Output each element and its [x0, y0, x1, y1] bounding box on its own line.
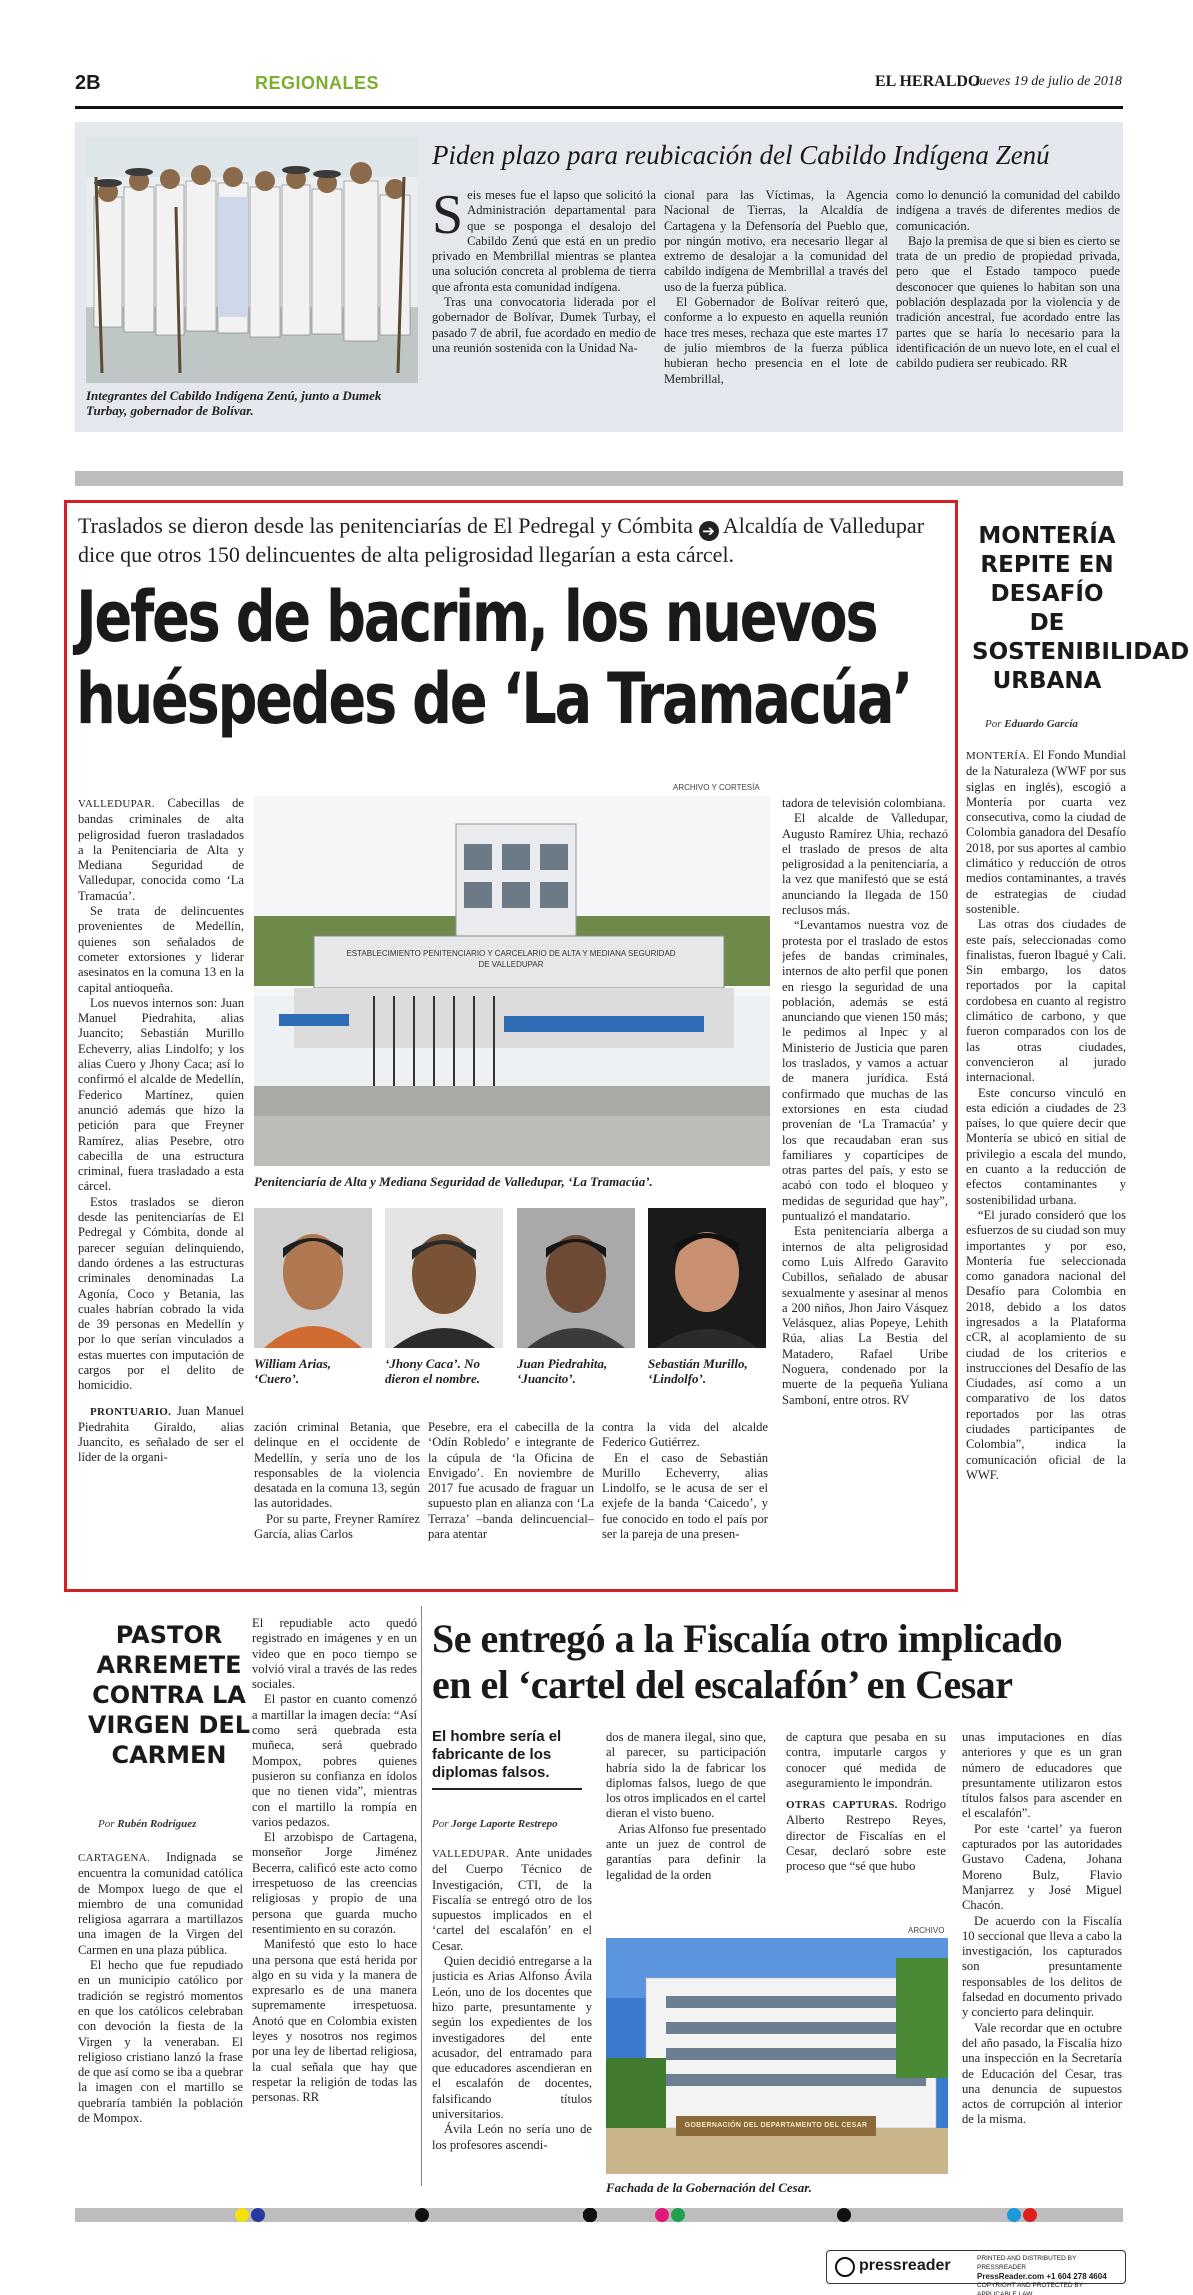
side-story-headline: MONTERÍA REPITE EN DESAFÍO DE SOSTENIBILIDAD URBANA: [972, 523, 1190, 694]
mugshot-juancito: [517, 1208, 635, 1348]
paragraph: Por su parte, Freyner Ramírez García, alias Carlos: [254, 1511, 420, 1542]
subhead: OTRAS CAPTURAS.: [786, 1799, 898, 1812]
registration-marks: [75, 2208, 1123, 2222]
fiscalia-col-4: [962, 1730, 1122, 2190]
paragraph: El alcalde de Valledupar, Augusto Ramírez Uhia, rechazó el traslado de presos de alta peligrosidad a la penitenciaría, a la vez que manifestó que se está anunciando la llegada de 150 reclusos más.: [782, 811, 948, 918]
footer-line-2: PressReader.com +1 604 278 4604: [977, 2272, 1107, 2281]
paragraph: El Fondo Mundial de la Naturaleza (WWF por sus siglas en inglés), escogió a Montería por cuarta vez consecutiva, como la ciudad de Colombia ganadora del Desafío 2018, por sus aportes al cambio climático y reducción de otros medios contaminantes, a través de estrategias de ciudad sostenible.: [966, 748, 1126, 916]
paragraph: Juan Manuel Piedrahita Giraldo, alias Juancito, es señalado de ser el líder de la organi-: [78, 1403, 244, 1465]
mugshot-caption-lindolfo: Sebastián Murillo, ‘Lindolfo’.: [648, 1356, 748, 1386]
drop-cap: S: [432, 188, 464, 246]
main-story-col-1: [78, 796, 244, 1582]
paragraph: Vale recordar que en octubre del año pasado, la Fiscalía hizo una inspección en la Secretaría de Educación del Cesar, tras una denuncia de supuestos actos de corrupción al interior de la misma.: [962, 2020, 1122, 2127]
byline-author: Rubén Rodríguez: [117, 1818, 197, 1830]
paragraph: El arzobispo de Cartagena, monseñor Jorge Jiménez Becerra, calificó este acto como irrespetuoso de las creencias religiosas y propio de una persona que guarda mucho resentimiento en su corazón.: [252, 1830, 417, 1936]
header-rule: [75, 106, 1123, 109]
headline-line-2: en el ‘cartel del escalafón’ en Cesar: [432, 1662, 1013, 1707]
pastor-headline: PASTOR ARREMETE CONTRA LA VIRGEN DEL CARMEN: [87, 1621, 251, 1769]
mugshot-caption-cuero: William Arias, ‘Cuero’.: [254, 1356, 332, 1386]
paragraph: En el caso de Sebastián Murillo Echeverry, alias Lindolfo, se le acusa de ser el exjefe de la banda ‘Caicedo’, y fue conocido en todo el país por ser la pareja de una presen-: [602, 1450, 768, 1542]
pastor-col-1: [78, 1850, 243, 2190]
side-story-text: [966, 748, 1126, 1590]
top-story-col-2: [664, 188, 888, 424]
fiscalia-headline: [432, 1616, 1122, 1708]
mugshot-caption-jhony-caca: ‘Jhony Caca’. No dieron el nombre.: [385, 1356, 480, 1386]
main-story-bottom-col-3: [602, 1420, 768, 1580]
paragraph: contra la vida del alcalde Federico Gutiérrez.: [602, 1420, 768, 1450]
paragraph: Ávila León no sería uno de los profesores ascendi-: [432, 2122, 592, 2152]
paragraph: zación criminal Betania, que delinque en el occidente de Medellín, y sería uno de los responsables de la violencia desatada en la comuna 13, según las autoridades.: [254, 1420, 420, 1511]
arrow-icon: ➔: [699, 521, 719, 541]
dateline: VALLEDUPAR.: [432, 1848, 509, 1860]
section-name: REGIONALES: [255, 73, 380, 93]
paragraph: Esta penitenciaría alberga a internos de alta peligrosidad como Luis Alfredo Garavito Cubillos, señalado de abusar sexualmente y asesinar al menos a 200 niños, Jhon Jairo Vásquez Velásquez, alias Popeye, Lehith Rúa, alias La Bestia del Matadero, Rafael Uribe Noguera, condenado por la muerte de la pequeña Yuliana Samboní, entre otros. RV: [782, 1224, 948, 1407]
paragraph: Cabecillas de bandas criminales de alta peligrosidad fueron trasladados a la Penitenciaria de Alta y Mediana Seguridad de Valledupar, conocida como ‘La Tramacúa’.: [78, 796, 244, 903]
paragraph: Rodrigo Alberto Restrepo Reyes, director de Fiscalías en el Cesar, declaró sobre este proceso que “sé que hubo: [786, 1797, 946, 1874]
main-headline-line-2: huéspedes de ‘La Tramacúa’: [76, 658, 912, 740]
paragraph: De acuerdo con la Fiscalía 10 seccional que lleva a cabo la investigación, los capturados son presuntamente responsables de los delitos de falsedad en documento privado y concierto para delinquir.: [962, 1913, 1122, 2020]
top-story-col-1: [432, 188, 656, 424]
fiscalia-col-2: [606, 1730, 766, 1920]
paragraph: unas imputaciones en días anteriores y que es un gran número de educadores que presuntamente utilizaron estos títulos falsos para ascender en el escalafón”.: [962, 1730, 1122, 1821]
headline-line-1: Se entregó a la Fiscalía otro implicado: [432, 1616, 1063, 1661]
paragraph: “Levantamos nuestra voz de protesta por el traslado de estos jefes de bandas criminales, internos de alto perfil que ponen en riesgo la seguridad de una población, además se está anunciando que vienen 150 más; le pedimos al Inpec y al Ministerio de Justicia que paren los traslados, y vamos a actuar de manera jurídica. Está confirmado que muchas de las extorsiones en esta ciudad provenían de ‘La Tramacúa’ y los que recaudaban eran sus familiares y copartícipes de otras partes del país, y esto se acabó con todo el bloqueo y medidas de seguridad que hay”, puntualizó el mandatario.: [782, 918, 948, 1224]
paragraph: Indignada se encuentra la comunidad católica de Mompox luego de que el miembro de una comunidad religiosa agarrara a martillazos una imagen de la Virgen del Carmen en una plaza pública.: [78, 1850, 243, 1957]
mugshot-caption-juancito: Juan Piedrahita, ‘Juancito’.: [517, 1356, 608, 1386]
top-story-text: Bajo la premisa de que si bien es cierto se trata de un predio de propiedad privada, pero que el Estado tampoco puede desconocer que quienes lo habitan son una población desplazada por la violencia y de tradición ancestral, fue acordado entre las partes que se haría lo necesario para la identificación de un nuevo lote, en el cual el cabildo pudiera ser reubicado. RR: [896, 233, 1120, 371]
dateline: CARTAGENA.: [78, 1852, 151, 1864]
paragraph: “El jurado consideró que los esfuerzos de su ciudad son muy importantes y por eso, Montería fue seleccionada como ganadora nacional del Desafío para Colombia en 2018, debido a los datos ingresados a la Plataforma cCR, al acoplamiento de su ciudad de los criterios e instrucciones del Desafío de las Ciudades, así como a un comparativo de los datos reportados por las otras ciudades participantes de Colombia”, indica la comunicación oficial de la WWF.: [966, 1207, 1126, 1482]
dateline: VALLEDUPAR.: [78, 798, 155, 810]
paragraph: Arias Alfonso fue presentado ante un juez de control de garantías para definir la legalidad de la orden: [606, 1821, 766, 1882]
column-divider: [421, 1606, 422, 2186]
main-story-summary: [78, 512, 948, 569]
page-number: 2B: [75, 72, 101, 94]
pressreader-logo-icon: [835, 2257, 855, 2277]
byline-author: Jorge Laporte Restrepo: [451, 1818, 558, 1830]
footer-line-1: PRINTED AND DISTRIBUTED BY PRESSREADER: [977, 2255, 1077, 2271]
building-photo-credit: ARCHIVO: [908, 1926, 945, 1935]
byline-prefix: Por: [432, 1818, 449, 1830]
pastor-byline: [98, 1818, 196, 1830]
separator-band: [75, 471, 1123, 486]
main-story-bottom-col-2: [428, 1420, 594, 1580]
paragraph: de captura que pesaba en su contra, imputarle cargos y conocer qué medida de aseguramiento le impondrán.: [786, 1730, 946, 1790]
paragraph: dos de manera ilegal, sino que, al parecer, su participación habría sido la de fabricar los diplomas falsos, luego de que los otros implicados en el cartel dieran el visto bueno.: [606, 1730, 766, 1821]
top-story-headline: Piden plazo para reubicación del Cabildo Indígena Zenú: [432, 140, 1050, 170]
paragraph: Manifestó que esto lo hace una persona que está herida por algo en su vida y la manera de expresarlo es de una manera supremamente irrespetuosa. Anotó que en Colombia existen leyes y nosotros nos regimos por una ley de libertad religiosa, la cual señala que hay que respetar la religión de todas las personas. RR: [252, 1937, 417, 2105]
paragraph: Se trata de delincuentes provenientes de Medellín, quienes son señalados de cometer extorsiones y liderar asesinatos en la comuna 13 en la capital antioqueña.: [78, 904, 244, 995]
page-header: [75, 68, 1123, 108]
paragraph: El repudiable acto quedó registrado en imágenes y en un video que en poco tiempo se volvió viral a través de las redes sociales.: [252, 1616, 417, 1692]
byline-prefix: Por: [985, 718, 1002, 730]
gobernacion-photo-caption: Fachada de la Gobernación del Cesar.: [606, 2180, 812, 2195]
paragraph: tadora de televisión colombiana.: [782, 796, 946, 810]
top-story-text: cional para las Víctimas, la Agencia Nacional de Tierras, la Alcaldía de Cartagena y la Defensoría del Pueblo que, por ningún motivo, era necesario llegar al extremo de desalojar a la comunidad del cabildo indígena de Membrillal a través del uso de la fuerza pública.: [664, 188, 888, 294]
paragraph: El hecho que fue repudiado en un municipio católico por tradición se registró momentos en que los católicos celebraban con devoción la fiesta de la Virgen y la veneraban. El religioso cristiano lanzó la frase de que así como se iba a quebrar la imagen con el martillo se quebraría también la población de Mompox.: [78, 1958, 243, 2126]
side-story-byline: [985, 718, 1078, 730]
paragraph: El pastor en cuanto comenzó a martillar la imagen decía: “Así como será quebrada esta muñeca, será quebrado Mompox, pobres quienes pusieron su confianza en ídolos que no tienen vida”, mientras con el martillo la rompía en varios pedazos.: [252, 1692, 417, 1829]
paragraph: Por este ‘cartel’ ya fueron capturados por las autoridades Gustavo Cadena, Johana Moreno Bulz, Flavio Manjarrez y José Miguel Chacón.: [962, 1821, 1122, 1913]
cabildo-photo: [86, 137, 418, 383]
paragraph: Este concurso vinculó en esta edición a ciudades de 23 países, lo que quiere decir que Montería se ubicó en sitial de privilegio a escala del mundo, en cuanto a la reducción de efectos contaminantes y sostenibilidad urbana.: [966, 1085, 1126, 1207]
main-headline-line-1: Jefes de bacrim, los nuevos: [76, 576, 877, 658]
subhead: PRONTUARIO.: [90, 1405, 172, 1418]
pressreader-badge[interactable]: [826, 2250, 1126, 2295]
top-story-text: como lo denunció la comunidad del cabildo indígena a través de diferentes medios de comunicación.: [896, 188, 1120, 233]
gobernacion-photo: [606, 1938, 948, 2174]
mugshot-cuero: [254, 1208, 372, 1348]
footer-line-3: COPYRIGHT AND PROTECTED BY APPLICABLE LAW: [977, 2282, 1083, 2295]
byline-author: Eduardo García: [1004, 718, 1078, 730]
summary-part-2: Alcaldía de Valledupar dice que otros 150 delincuentes de alta peligrosidad llegarían a esta cárcel.: [78, 513, 925, 567]
photo-credit: ARCHIVO Y CORTESÍA: [673, 783, 760, 792]
cabildo-photo-caption: Integrantes del Cabildo Indígena Zenú, junto a Dumek Turbay, gobernador de Bolívar.: [86, 388, 382, 418]
prison-photo-caption: Penitenciaría de Alta y Mediana Seguridad de Valledupar, ‘La Tramacúa’.: [254, 1174, 653, 1189]
top-story-text: eis meses fue el lapso que solicitó la Administración departamental para que se posponga el desalojo del Cabildo Zenú que está en un predio privado en Membrillal mientras se plantea una solución concreta al problema de tierra que afronta esta comunidad indígena.: [432, 188, 656, 294]
paragraph: Las otras dos ciudades de este país, seleccionadas como finalistas, fueron Ibagué y Cali. Sin embargo, los datos reportados por la capital cordobesa en cuanto al registro climático de carbono, y que fueron comparados con los de las otras ciudades, convencieron al jurado internacional.: [966, 917, 1126, 1085]
fiscalia-col-1: [432, 1846, 592, 2190]
fiscalia-deck: El hombre sería el fabricante de los diplomas falsos.: [432, 1728, 582, 1790]
byline-prefix: Por: [98, 1818, 115, 1830]
prison-photo: [254, 796, 770, 1166]
mugshot-jhony-caca: [385, 1208, 503, 1348]
paragraph: Los nuevos internos son: Juan Manuel Piedrahita, alias Juancito; Sebastián Murillo Echeverry, alias Lindolfo; y los alias Cuero y Jhony Caca; así lo confirmó el alcalde de Medellín, Federico Martínez, quien anunció además que hizo la petición para que Freyner Ramírez, alias Pesebre, otro cabecilla de una estructura criminal, fuera trasladado a esta cárcel.: [78, 995, 244, 1194]
summary-part-1: Traslados se dieron desde las penitenciarías de El Pedregal y Cómbita: [78, 513, 694, 538]
prison-sign: ESTABLECIMIENTO PENITENCIARIO Y CARCELARIO DE ALTA Y MEDIANA SEGURIDAD DE VALLEDUPAR: [346, 949, 676, 969]
paragraph: Ante unidades del Cuerpo Técnico de Investigación, CTI, de la Fiscalía se entregó otro de los supuestos implicados en el ‘cartel del escalafón’ en el Cesar.: [432, 1846, 592, 1953]
issue-date: Jueves 19 de julio de 2018: [973, 74, 1122, 89]
mugshot-lindolfo: [648, 1208, 766, 1348]
pressreader-logo-text: pressreader: [859, 2257, 951, 2274]
top-story-text: Tras una convocatoria liderada por el gobernador de Bolívar, Dumek Turbay, el pasado 7 de abril, fue acordado en medio de una reunión sostenida con la Unidad Na-: [432, 295, 656, 355]
paragraph: Pesebre, era el cabecilla de la ‘Odín Robledo’ e integrante de la cúpula de ‘la Oficina de Envigado’. En noviembre de 2017 fue acusado de fraguar un supuesto plan en alianza con ‘La Terraza’ –banda delincuencial– para atentar: [428, 1420, 594, 1542]
top-story-col-3: [896, 188, 1120, 424]
top-story-text: El Gobernador de Bolívar reiteró que, conforme a lo expuesto en aquella reunión hace tres meses, rechaza que este martes 17 de julio miembros de la fuerza pública hubieran hecho presencia en el lote de Membrillal,: [664, 295, 888, 386]
main-story-col-4: [782, 796, 948, 1582]
dateline: MONTERÍA.: [966, 750, 1030, 762]
paragraph: Estos traslados se dieron desde las penitenciarías de El Pedregal y Cómbita, donde al parecer seguían delinquiendo, dando órdenes a las estructuras criminales denominadas La Agonía, Coco y Betania, las cuales habrían cobrado la vida de 39 personas en Medellín y por lo que serían vinculados a estas muertes con imputación de cargos por el delito de homicidio.: [78, 1194, 244, 1393]
fiscalia-byline: [432, 1818, 558, 1830]
fiscalia-col-3: [786, 1730, 946, 1920]
main-story-bottom-col-1: [254, 1420, 420, 1580]
newspaper-name: EL HERALDO: [875, 73, 981, 90]
building-sign: GOBERNACIÓN DEL DEPARTAMENTO DEL CESAR: [684, 2122, 868, 2129]
paragraph: Quien decidió entregarse a la justicia es Arias Alfonso Ávila León, uno de los docentes que hizo parte, presuntamente y según los expedientes de los investigadores del ente acusador, del entramado para que educadores ascendieran en el escalafón de docentes, falsificando títulos universitarios.: [432, 1954, 592, 2122]
pastor-col-2: [252, 1616, 417, 2190]
